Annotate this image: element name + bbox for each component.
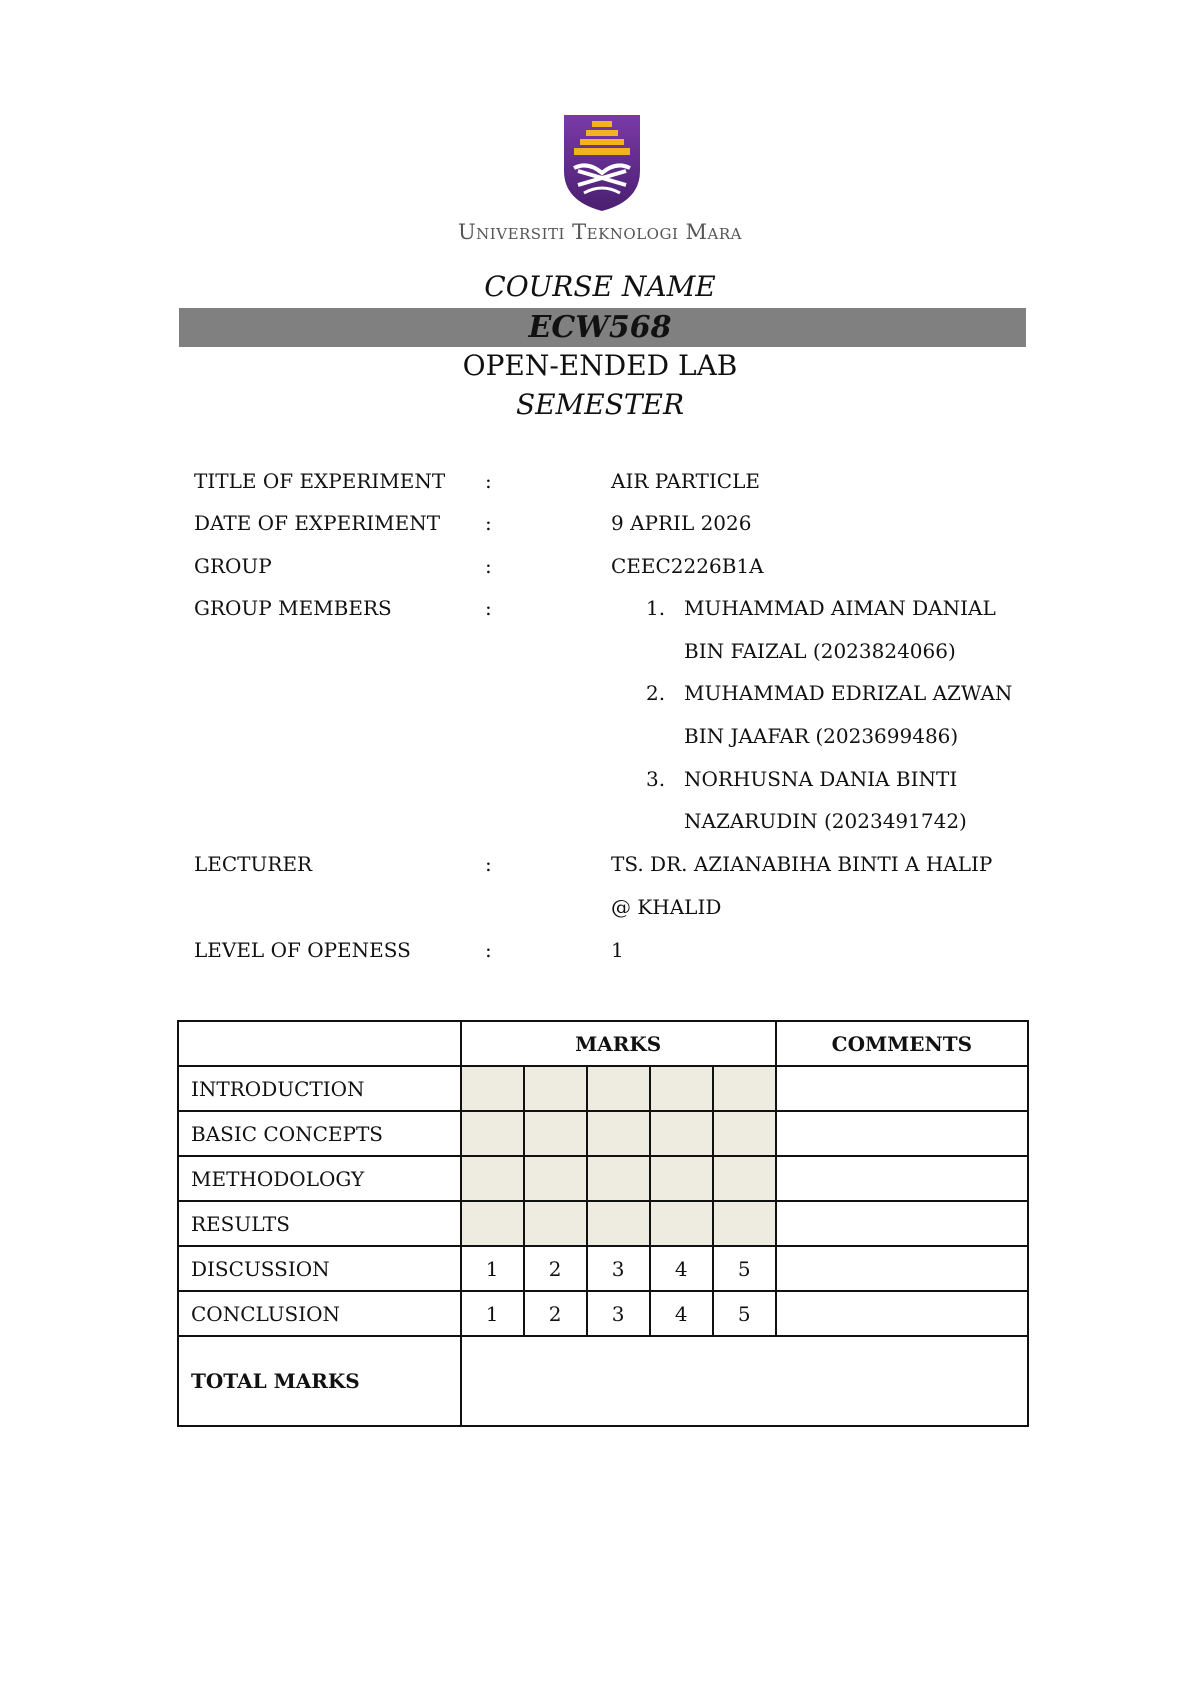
openness-value: 1 bbox=[611, 938, 624, 962]
date-label: DATE OF EXPERIMENT bbox=[194, 511, 441, 535]
member-name: NORHUSNA DANIA BINTI bbox=[684, 767, 958, 791]
group-members-label: GROUP MEMBERS bbox=[194, 596, 392, 620]
mark-cell[interactable] bbox=[587, 1201, 650, 1246]
mark-cell[interactable] bbox=[461, 1111, 524, 1156]
mark-option[interactable]: 2 bbox=[524, 1291, 587, 1336]
colon: : bbox=[485, 511, 492, 535]
mark-option[interactable]: 4 bbox=[650, 1246, 713, 1291]
semester-heading: SEMESTER bbox=[515, 388, 685, 421]
university-name: Universiti Teknologi Mara bbox=[457, 220, 743, 244]
mark-cell[interactable] bbox=[524, 1111, 587, 1156]
criterion-label: METHODOLOGY bbox=[178, 1156, 461, 1201]
member-name: MUHAMMAD AIMAN DANIAL bbox=[684, 596, 996, 620]
lecturer-name: TS. DR. AZIANABIHA BINTI A HALIP bbox=[611, 852, 993, 876]
date-value: 9 APRIL 2026 bbox=[611, 511, 752, 535]
member-number: 3. bbox=[646, 767, 666, 791]
member-number: 2. bbox=[646, 681, 666, 705]
group-value: CEEC2226B1A bbox=[611, 554, 764, 578]
total-marks-label: TOTAL MARKS bbox=[178, 1336, 461, 1426]
table-row bbox=[178, 1246, 1028, 1291]
criterion-label: CONCLUSION bbox=[178, 1291, 461, 1336]
table-row bbox=[178, 1291, 1028, 1336]
mark-cell[interactable] bbox=[650, 1111, 713, 1156]
mark-cell[interactable] bbox=[713, 1156, 776, 1201]
colon: : bbox=[485, 596, 492, 620]
comment-cell[interactable] bbox=[776, 1246, 1028, 1291]
mark-cell[interactable] bbox=[461, 1066, 524, 1111]
member-id: NAZARUDIN (2023491742) bbox=[684, 809, 967, 833]
lecturer-name-cont: @ KHALID bbox=[611, 895, 722, 919]
criterion-label: RESULTS bbox=[178, 1201, 461, 1246]
mark-cell[interactable] bbox=[524, 1066, 587, 1111]
comment-cell[interactable] bbox=[776, 1291, 1028, 1336]
colon: : bbox=[485, 554, 492, 578]
table-row bbox=[178, 1066, 1028, 1111]
colon: : bbox=[485, 852, 492, 876]
mark-cell[interactable] bbox=[461, 1156, 524, 1201]
mark-cell[interactable] bbox=[713, 1201, 776, 1246]
mark-cell[interactable] bbox=[650, 1156, 713, 1201]
total-row bbox=[178, 1336, 1028, 1426]
marks-header: MARKS bbox=[461, 1021, 776, 1066]
comment-cell[interactable] bbox=[776, 1156, 1028, 1201]
criterion-label: INTRODUCTION bbox=[178, 1066, 461, 1111]
mark-option[interactable]: 5 bbox=[713, 1291, 776, 1336]
openness-label: LEVEL OF OPENESS bbox=[194, 938, 411, 962]
comment-cell[interactable] bbox=[776, 1066, 1028, 1111]
mark-cell[interactable] bbox=[461, 1201, 524, 1246]
mark-cell[interactable] bbox=[524, 1201, 587, 1246]
marks-table bbox=[177, 1020, 1029, 1427]
total-marks-cell[interactable] bbox=[461, 1336, 1028, 1426]
mark-cell[interactable] bbox=[587, 1156, 650, 1201]
criterion-label: DISCUSSION bbox=[178, 1246, 461, 1291]
colon: : bbox=[485, 469, 492, 493]
criterion-label: BASIC CONCEPTS bbox=[178, 1111, 461, 1156]
mark-cell[interactable] bbox=[650, 1201, 713, 1246]
comment-cell[interactable] bbox=[776, 1111, 1028, 1156]
table-row bbox=[178, 1156, 1028, 1201]
uitm-crest-icon bbox=[562, 113, 642, 213]
colon: : bbox=[485, 938, 492, 962]
course-name-heading: COURSE NAME bbox=[484, 270, 716, 303]
mark-option[interactable]: 5 bbox=[713, 1246, 776, 1291]
mark-option[interactable]: 1 bbox=[461, 1291, 524, 1336]
table-row bbox=[178, 1201, 1028, 1246]
comments-header: COMMENTS bbox=[776, 1021, 1028, 1066]
member-number: 1. bbox=[646, 596, 666, 620]
mark-option[interactable]: 3 bbox=[587, 1246, 650, 1291]
table-header-row bbox=[178, 1021, 1028, 1066]
mark-cell[interactable] bbox=[713, 1111, 776, 1156]
member-name: MUHAMMAD EDRIZAL AZWAN bbox=[684, 681, 1013, 705]
course-code: ECW568 bbox=[528, 310, 672, 345]
title-value: AIR PARTICLE bbox=[611, 469, 760, 493]
mark-cell[interactable] bbox=[650, 1066, 713, 1111]
lecturer-label: LECTURER bbox=[194, 852, 313, 876]
mark-cell[interactable] bbox=[587, 1111, 650, 1156]
mark-cell[interactable] bbox=[713, 1066, 776, 1111]
table-row bbox=[178, 1111, 1028, 1156]
lab-type-heading: OPEN-ENDED LAB bbox=[462, 349, 738, 382]
mark-option[interactable]: 4 bbox=[650, 1291, 713, 1336]
member-id: BIN JAAFAR (2023699486) bbox=[684, 724, 959, 748]
mark-option[interactable]: 3 bbox=[587, 1291, 650, 1336]
table-cell bbox=[178, 1021, 461, 1066]
mark-cell[interactable] bbox=[524, 1156, 587, 1201]
mark-option[interactable]: 1 bbox=[461, 1246, 524, 1291]
mark-cell[interactable] bbox=[587, 1066, 650, 1111]
comment-cell[interactable] bbox=[776, 1201, 1028, 1246]
title-label: TITLE OF EXPERIMENT bbox=[194, 469, 446, 493]
group-label: GROUP bbox=[194, 554, 272, 578]
mark-option[interactable]: 2 bbox=[524, 1246, 587, 1291]
member-id: BIN FAIZAL (2023824066) bbox=[684, 639, 956, 663]
